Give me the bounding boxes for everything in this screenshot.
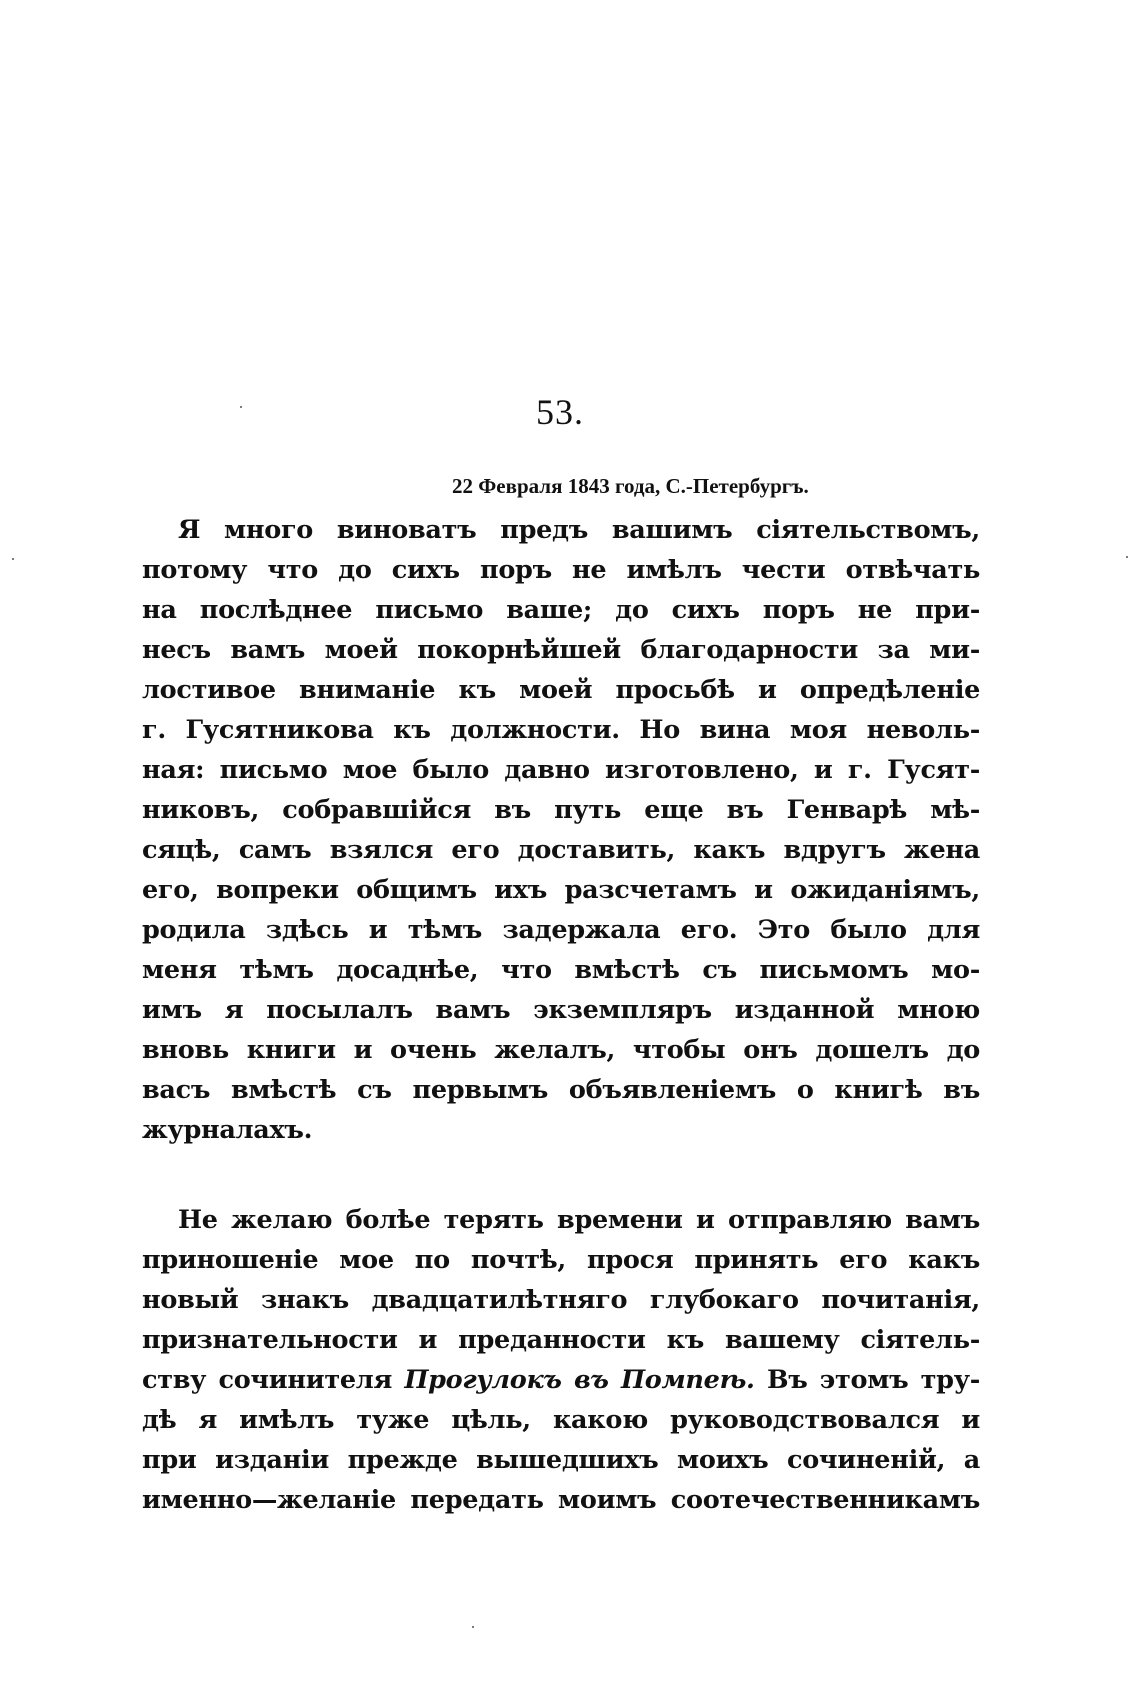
text-line: при изданiи прежде вышедшихъ моихъ сочиненiй, а	[142, 1445, 980, 1475]
scan-speck	[472, 1626, 474, 1628]
text-fragment: ству сочинителя	[142, 1365, 405, 1395]
text-line: именно—желанiе передать моимъ соотечественникамъ	[142, 1485, 980, 1515]
text-line: на послѣднее письмо ваше; до сихъ поръ не при-	[142, 595, 980, 625]
text-line: журналахъ.	[142, 1115, 313, 1145]
text-line: ная: письмо мое было давно изготовлено, и г. Гусят-	[142, 755, 980, 785]
text-line: Я много виноватъ предъ вашимъ сiятельствомъ,	[178, 515, 980, 545]
text-line: дѣ я имѣлъ туже цѣль, какою руководствовался и	[142, 1405, 980, 1435]
text-line: потому что до сихъ поръ не имѣлъ чести отвѣчать	[142, 555, 980, 585]
text-fragment: Въ этомъ тру-	[754, 1365, 981, 1395]
scan-speck	[240, 406, 242, 408]
text-line: г. Гусятникова къ должности. Но вина моя неволь-	[142, 715, 980, 745]
scan-speck	[1126, 556, 1128, 558]
text-line: никовъ, собравшiйся въ путь еще въ Генварѣ мѣ-	[142, 795, 980, 825]
book-title: Прогулокъ въ Помпеѣ.	[404, 1365, 755, 1395]
text-line: признательности и преданности къ вашему сiятель-	[142, 1325, 980, 1355]
dateline: 22 Февраля 1843 года, С.-Петербургъ.	[452, 474, 809, 498]
text-line: приношенiе мое по почтѣ, прося принять его какъ	[142, 1245, 980, 1275]
text-line: Не желаю болѣе терять времени и отправляю вамъ	[178, 1205, 980, 1235]
text-line-with-title	[142, 1360, 980, 1400]
text-line: сяцѣ, самъ взялся его доставить, какъ вдругъ жена	[142, 835, 980, 865]
letter-number: 53.	[536, 392, 584, 432]
text-line: лостивое вниманiе къ моей просьбѣ и опредѣленiе	[142, 675, 980, 705]
text-line: меня тѣмъ досаднѣе, что вмѣстѣ съ письмомъ мо-	[142, 955, 980, 985]
text-line: вновь книги и очень желалъ, чтобы онъ дошелъ до	[142, 1035, 980, 1065]
text-line: новый знакъ двадцатилѣтняго глубокаго почитанiя,	[142, 1285, 980, 1315]
scan-speck	[12, 558, 14, 560]
text-line: несъ вамъ моей покорнѣйшей благодарности за ми-	[142, 635, 980, 665]
text-line: имъ я посылалъ вамъ экземпляръ изданной мною	[142, 995, 980, 1025]
text-line: родила здѣсь и тѣмъ задержала его. Это было для	[142, 915, 980, 945]
text-line: его, вопреки общимъ ихъ разсчетамъ и ожиданiямъ,	[142, 875, 980, 905]
text-line: васъ вмѣстѣ съ первымъ объявленiемъ о книгѣ въ	[142, 1075, 980, 1105]
